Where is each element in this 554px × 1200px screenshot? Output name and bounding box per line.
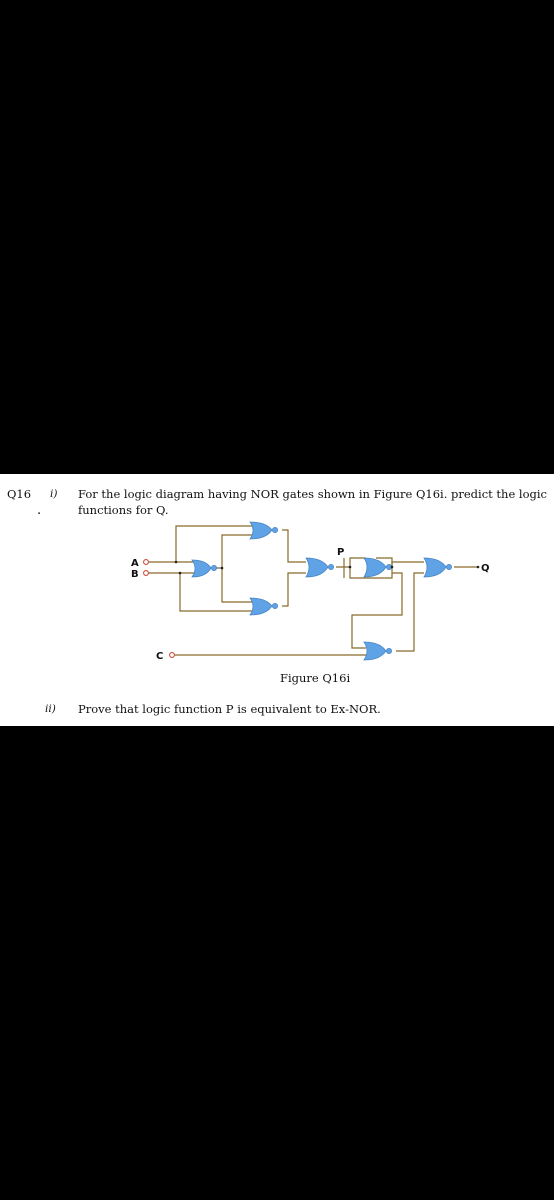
input-label-c: C xyxy=(156,651,164,662)
figure-caption: Figure Q16i xyxy=(280,671,351,685)
nor-gate-output xyxy=(424,558,452,577)
logic-circuit-diagram xyxy=(0,474,554,726)
input-terminal-c xyxy=(170,653,175,658)
nor-gate-bottom xyxy=(250,598,278,615)
part1-text-line1: For the logic diagram having NOR gates shown in Figure Q16i. predict the logic xyxy=(78,487,547,501)
question-number: Q16 xyxy=(7,487,32,501)
nor-gate-c xyxy=(364,642,392,660)
question-dot: . xyxy=(37,503,42,518)
output-label-q: Q xyxy=(481,563,490,574)
nor-gate-1 xyxy=(192,560,217,577)
part1-label: i) xyxy=(50,488,58,500)
part2-label: ii) xyxy=(45,703,56,715)
input-label-b: B xyxy=(131,569,139,580)
nor-gate-p xyxy=(306,558,334,577)
circuit-wires xyxy=(145,526,478,655)
question-sheet xyxy=(0,474,554,726)
nor-gate-middle xyxy=(364,558,392,577)
input-label-a: A xyxy=(131,558,139,569)
intermediate-label-p: P xyxy=(337,547,345,558)
part1-text-line2: functions for Q. xyxy=(78,503,169,517)
input-terminal-a xyxy=(144,560,149,565)
part2-text: Prove that logic function P is equivalent to Ex-NOR. xyxy=(78,702,381,716)
input-terminal-b xyxy=(144,571,149,576)
nor-gate-top xyxy=(250,522,278,539)
